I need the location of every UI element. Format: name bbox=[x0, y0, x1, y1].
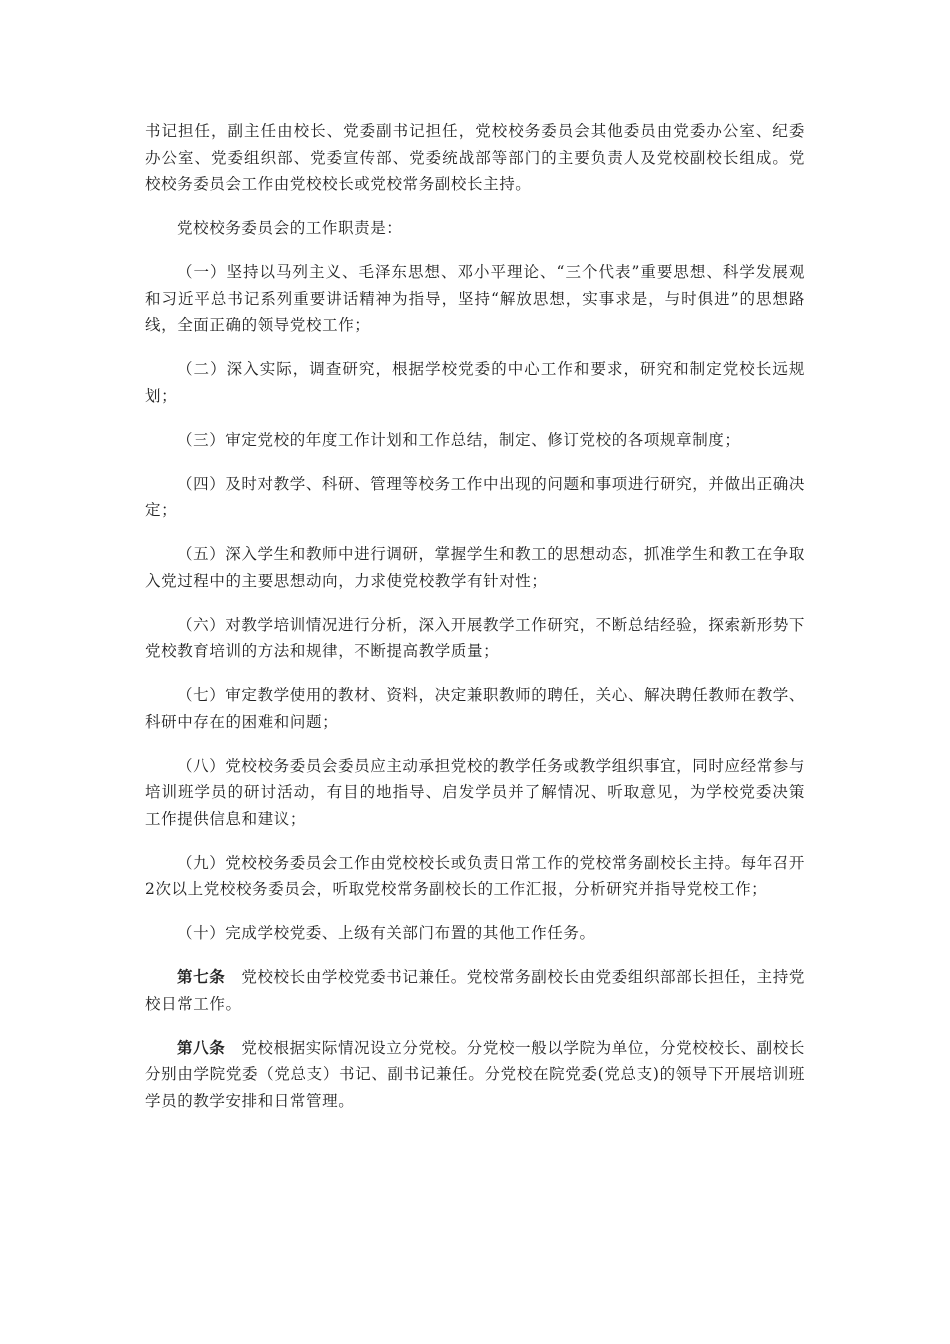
paragraph-text: （八）党校校务委员会委员应主动承担党校的教学任务或教学组织事宜，同时应经常参与培训班学员的研讨活动，有目的地指导、启发学员并了解情况、听取意见，为学校党委决策工作提供信息和建议； bbox=[145, 756, 805, 828]
paragraph-text: （七）审定教学使用的教材、资料，决定兼职教师的聘任，关心、解决聘任教师在教学、科研中存在的困难和问题； bbox=[145, 686, 805, 731]
paragraph-text: （一）坚持以马列主义、毛泽东思想、邓小平理论、“三个代表”重要思想、科学发展观和习近平总书记系列重要讲话精神为指导，坚持“解放思想，实事求是，与时俱进”的思想路线，全面正确的领导党校工作； bbox=[145, 263, 805, 334]
paragraph-duties-intro bbox=[145, 215, 805, 242]
paragraph-duty-8 bbox=[145, 753, 805, 833]
document-page bbox=[145, 118, 805, 1114]
paragraph-text: （九）党校校务委员会工作由党校校长或负责日常工作的党校常务副校长主持。每年召开2次以上党校校务委员会，听取党校常务副校长的工作汇报，分析研究并指导党校工作； bbox=[145, 853, 805, 898]
paragraph-text: （六）对教学培训情况进行分析，深入开展教学工作研究，不断总结经验，探索新形势下党校教育培训的方法和规律，不断提高教学质量； bbox=[145, 615, 805, 660]
paragraph-article-8 bbox=[145, 1035, 805, 1115]
paragraph-text: （二）深入实际，调查研究，根据学校党委的中心工作和要求，研究和制定党校长远规划； bbox=[145, 360, 805, 405]
paragraph-duty-4 bbox=[145, 471, 805, 524]
paragraph-duty-1 bbox=[145, 259, 805, 339]
paragraph-duty-6 bbox=[145, 612, 805, 665]
paragraph-text: （五）深入学生和教师中进行调研，掌握学生和教工的思想动态，抓准学生和教工在争取入党过程中的主要思想动向，力求使党校教学有针对性； bbox=[145, 545, 805, 590]
paragraph-duty-5 bbox=[145, 541, 805, 594]
paragraph-text: （三）审定党校的年度工作计划和工作总结，制定、修订党校的各项规章制度； bbox=[177, 430, 741, 449]
paragraph-duty-7 bbox=[145, 682, 805, 735]
paragraph-duty-2 bbox=[145, 356, 805, 409]
article-heading: 第八条 bbox=[177, 1037, 226, 1057]
article-heading: 第七条 bbox=[177, 967, 226, 986]
paragraph-continued bbox=[145, 118, 805, 198]
paragraph-text: 党校校长由学校党委书记兼任。党校常务副校长由党委组织部部长担任，主持党校日常工作。 bbox=[145, 968, 805, 1013]
paragraph-duty-3 bbox=[145, 427, 805, 454]
paragraph-text: （四）及时对教学、科研、管理等校务工作中出现的问题和事项进行研究，并做出正确决定； bbox=[145, 474, 805, 519]
paragraph-text: 书记担任，副主任由校长、党委副书记担任，党校校务委员会其他委员由党委办公室、纪委办公室、党委组织部、党委宣传部、党委统战部等部门的主要负责人及党校副校长组成。党校校务委员会工作由党校校长或党校常务副校长主持。 bbox=[145, 122, 805, 193]
paragraph-duty-9 bbox=[145, 850, 805, 903]
paragraph-article-7 bbox=[145, 964, 805, 1017]
paragraph-text: 党校校务委员会的工作职责是： bbox=[177, 219, 403, 237]
paragraph-duty-10 bbox=[145, 920, 805, 947]
paragraph-text: 党校根据实际情况设立分党校。分党校一般以学院为单位，分党校校长、副校长分别由学院党委（党总支）书记、副书记兼任。分党校在院党委(党总支)的领导下开展培训班学员的教学安排和日常管理。 bbox=[145, 1038, 805, 1110]
paragraph-text: （十）完成学校党委、上级有关部门布置的其他工作任务。 bbox=[177, 924, 596, 942]
